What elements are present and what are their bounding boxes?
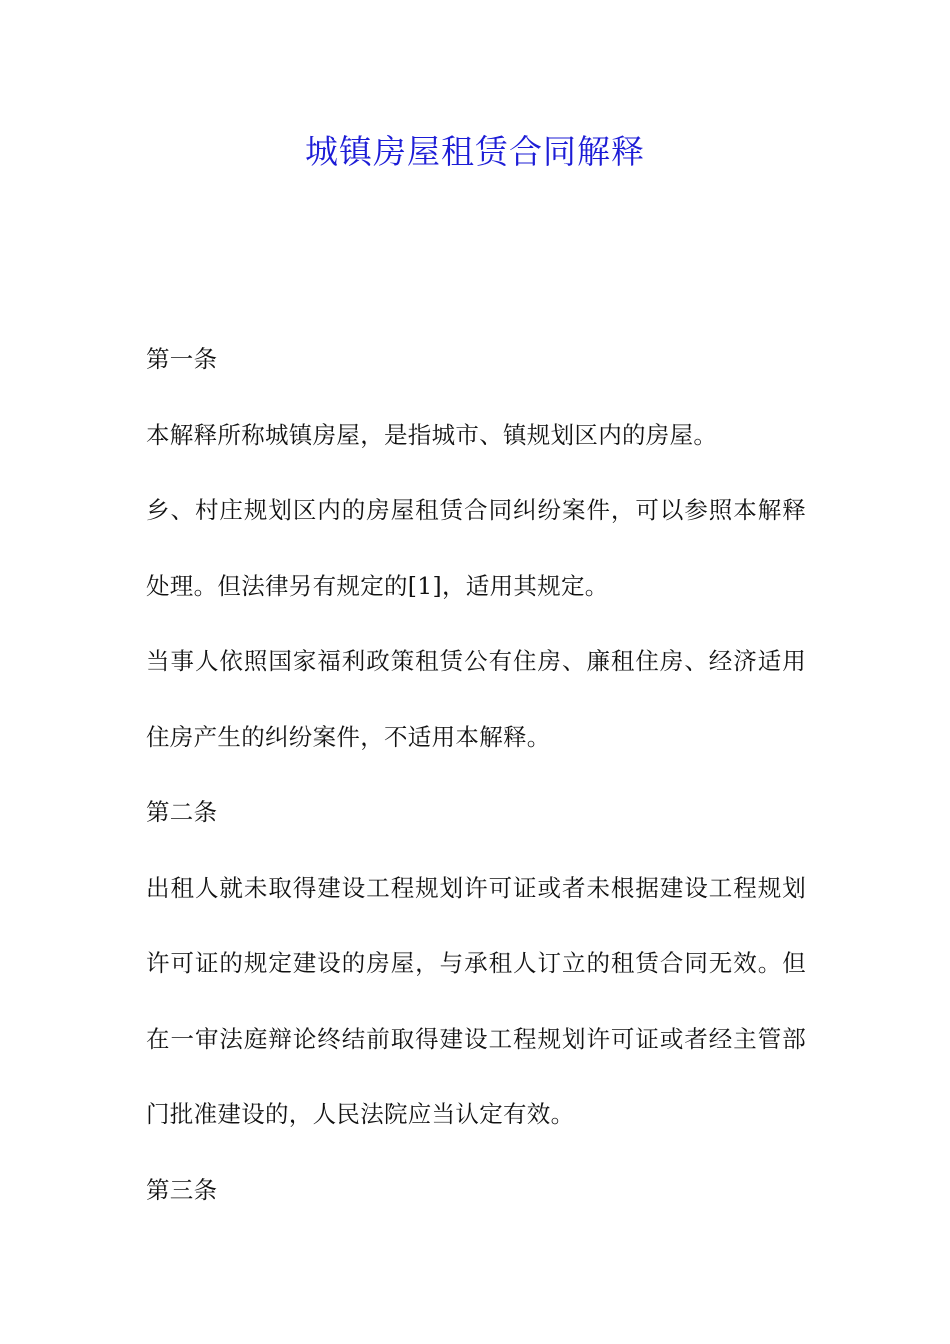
paragraph-line: 乡、村庄规划区内的房屋租赁合同纠纷案件，可以参照本解释: [146, 496, 806, 524]
paragraph-line: 门批准建设的，人民法院应当认定有效。: [146, 1100, 575, 1128]
paragraph-line: 当事人依照国家福利政策租赁公有住房、廉租住房、经济适用: [146, 647, 806, 675]
page-title: 城镇房屋租赁合同解释: [305, 132, 645, 171]
article-heading: 第三条: [146, 1175, 218, 1204]
paragraph-line: 在一审法庭辩论终结前取得建设工程规划许可证或者经主管部: [146, 1024, 806, 1053]
paragraph-line: 出租人就未取得建设工程规划许可证或者未根据建设工程规划: [146, 873, 806, 902]
paragraph-line: 住房产生的纠纷案件，不适用本解释。: [146, 722, 551, 751]
article-heading: 第二条: [146, 798, 218, 826]
document-body: [146, 340, 806, 1246]
article-heading: 第一条: [146, 345, 218, 373]
paragraph-line: 本解释所称城镇房屋，是指城市、镇规划区内的房屋。: [146, 420, 718, 449]
paragraph-line: 许可证的规定建设的房屋，与承租人订立的租赁合同无效。但: [146, 949, 806, 977]
paragraph-line: 处理。但法律另有规定的[1]，适用其规定。: [146, 571, 609, 600]
